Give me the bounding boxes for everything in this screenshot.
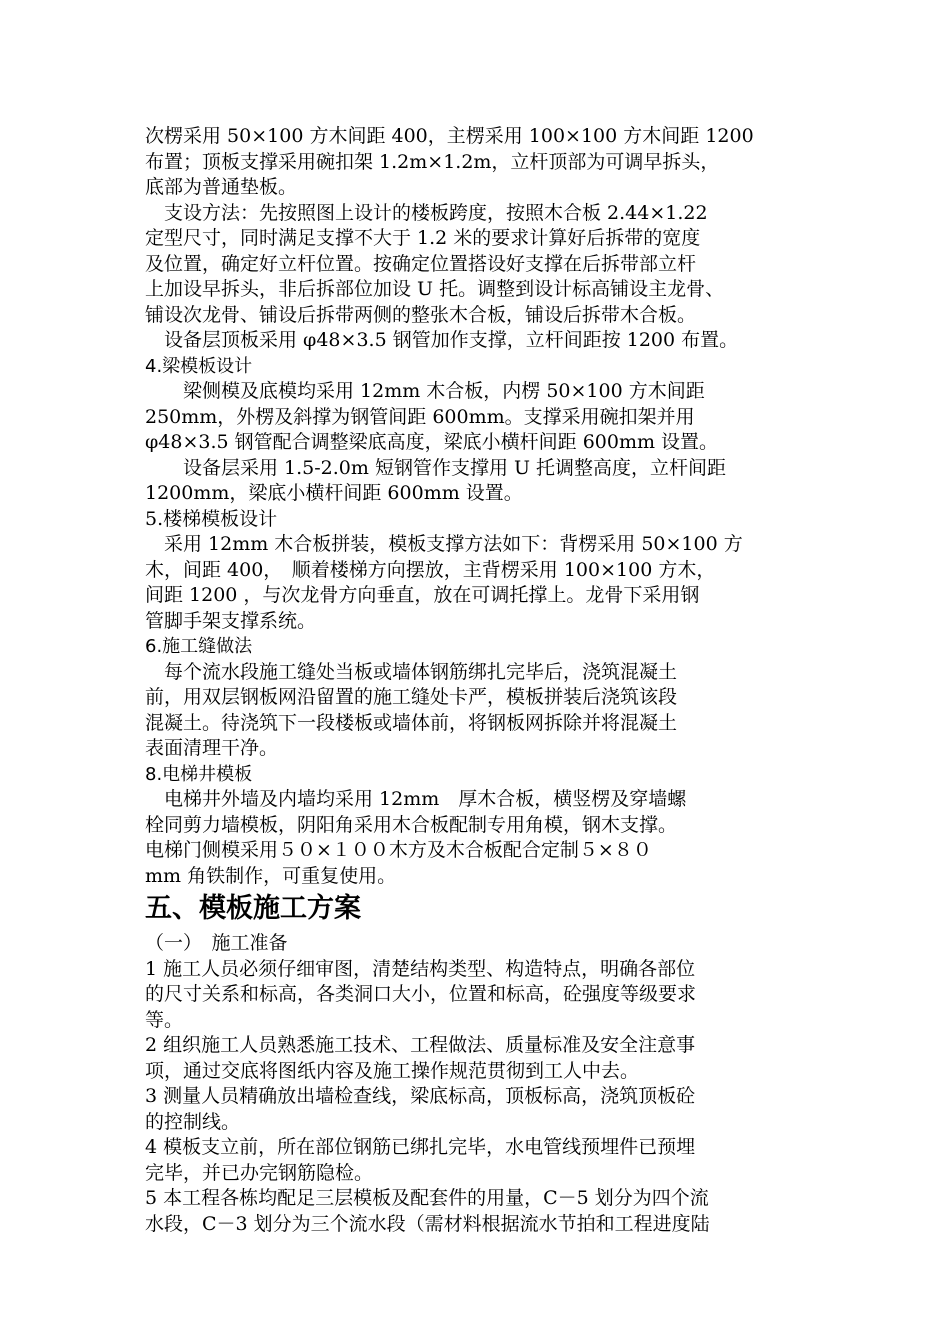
text-line: 电梯门侧模采用５０×１００木方及木合板配合定制５×８０ xyxy=(145,839,652,861)
text-line: 上加设早拆头，非后拆部位加设 U 托。调整到设计标高铺设主龙骨、 xyxy=(145,278,725,300)
paragraph-elevator-shaft xyxy=(145,787,810,889)
text-line: 4 模板支立前，所在部位钢筋已绑扎完毕，水电管线预埋件已预埋 xyxy=(145,1136,696,1158)
text-line: 设备层顶板采用 φ48×3.5 钢管加作支撑，立杆间距按 1200 布置。 xyxy=(145,329,739,351)
paragraph-preparation xyxy=(145,957,810,1238)
text-line: 表面清理干净。 xyxy=(145,737,279,759)
document-body xyxy=(145,124,810,1237)
text-line: 栓同剪力墙模板，阴阳角采用木合板配制专用角模，钢木支撑。 xyxy=(145,813,678,836)
heading-stair-formwork: 5.楼梯模板设计 xyxy=(145,507,278,530)
text-line: 前，用双层钢板网沿留置的施工缝处卡严，模板拼装后浇筑该段 xyxy=(145,686,678,708)
paragraph-construction-joint xyxy=(145,660,810,762)
heading-beam-formwork: 4.梁模板设计 xyxy=(145,355,253,377)
text-line: 铺设次龙骨、铺设后拆带两侧的整张木合板，铺设后拆带木合板。 xyxy=(145,303,697,326)
text-line: 等。 xyxy=(145,1008,184,1031)
text-line: 梁侧模及底模均采用 12mm 木合板，内楞 50×100 方木间距 xyxy=(145,380,705,402)
text-line: 项，通过交底将图纸内容及施工操作规范贯彻到工人中去。 xyxy=(145,1059,640,1082)
text-line: φ48×3.5 钢管配合调整梁底高度，梁底小横杆间距 600mm 设置。 xyxy=(145,431,719,453)
text-line: 布置；顶板支撑采用碗扣架 1.2m×1.2m，立杆顶部为可调早拆头， xyxy=(145,150,720,173)
text-line: 底部为普通垫板。 xyxy=(145,176,298,198)
text-line: 的控制线。 xyxy=(145,1110,241,1133)
text-line: 5 本工程各栋均配足三层模板及配套件的用量，C－5 划分为四个流 xyxy=(145,1187,709,1209)
text-line: 采用 12mm 木合板拼装，模板支撑方法如下：背楞采用 50×100 方 xyxy=(145,533,743,555)
text-line: 的尺寸关系和标高，各类洞口大小，位置和标高，砼强度等级要求 xyxy=(145,983,697,1005)
section-title: 五、模板施工方案 xyxy=(145,893,361,924)
text-line: 及位置，确定好立杆位置。按确定位置搭设好支撑在后拆带部立杆 xyxy=(145,252,697,275)
text-line: 电梯井外墙及内墙均采用 12mm 厚木合板，横竖楞及穿墙螺 xyxy=(145,788,687,810)
text-line: 2 组织施工人员熟悉施工技术、工程做法、质量标准及安全注意事 xyxy=(145,1034,696,1056)
text-line: 管脚手架支撑系统。 xyxy=(145,609,317,632)
text-line: 1200mm，梁底小横杆间距 600mm 设置。 xyxy=(145,482,523,504)
paragraph-slab-formwork xyxy=(145,124,810,354)
text-line: 完毕，并已办完钢筋隐检。 xyxy=(145,1161,374,1184)
text-line: 水段，C－3 划分为三个流水段（需材料根据流水节拍和工程进度陆 xyxy=(145,1212,710,1235)
heading-construction-joint: 6.施工缝做法 xyxy=(145,636,253,657)
text-line: 间距 1200 ，与次龙骨方向垂直，放在可调托撑上。龙骨下采用钢 xyxy=(145,584,700,606)
text-line: 1 施工人员必须仔细审图，清楚结构类型、构造特点，明确各部位 xyxy=(145,957,696,980)
text-line: 设备层采用 1.5-2.0m 短钢管作支撑用 U 托调整高度，立杆间距 xyxy=(145,456,727,479)
text-line: 每个流水段施工缝处当板或墙体钢筋绑扎完毕后，浇筑混凝土 xyxy=(145,660,678,683)
paragraph-beam-formwork xyxy=(145,379,810,507)
text-line: 定型尺寸，同时满足支撑不大于 1.2 米的要求计算好后拆带的宽度 xyxy=(145,227,701,249)
text-line: mm 角铁制作，可重复使用。 xyxy=(145,864,397,887)
text-line: 混凝土。待浇筑下一段楼板或墙体前，将钢板网拆除并将混凝土 xyxy=(145,711,678,734)
text-line: 3 测量人员精确放出墙检查线，梁底标高，顶板标高，浇筑顶板砼 xyxy=(145,1085,696,1107)
subheading-preparation: （一） 施工准备 xyxy=(145,932,288,954)
text-line: 支设方法：先按照图上设计的楼板跨度，按照木合板 2.44×1.22 xyxy=(145,201,708,224)
text-line: 次楞采用 50×100 方木间距 400，主楞采用 100×100 方木间距 1200 xyxy=(145,125,754,147)
text-line: 250mm，外楞及斜撑为钢管间距 600mm。支撑采用碗扣架并用 xyxy=(145,405,695,428)
heading-elevator-shaft: 8.电梯井模板 xyxy=(145,763,253,785)
text-line: 木，间距 400， 顺着楼梯方向摆放，主背楞采用 100×100 方木， xyxy=(145,558,716,581)
paragraph-stair-formwork xyxy=(145,532,810,634)
